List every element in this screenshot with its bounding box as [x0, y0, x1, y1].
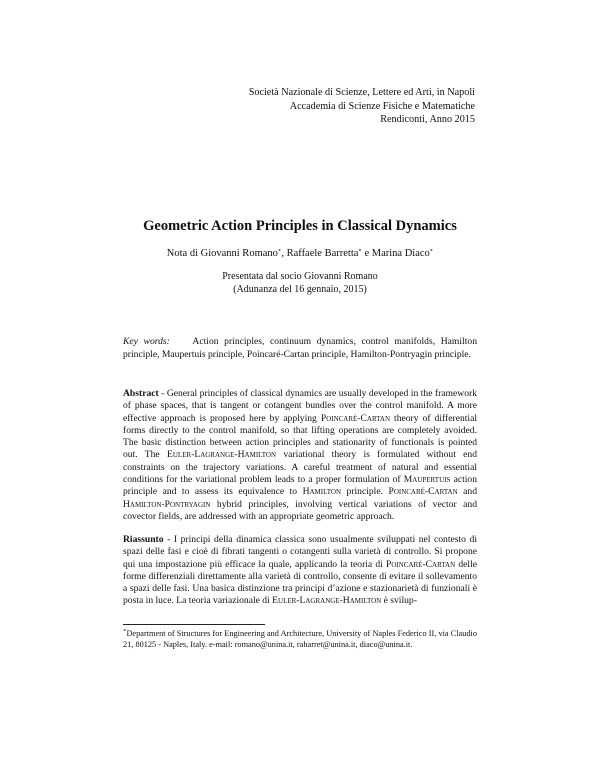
abstract: [123, 388, 477, 523]
riassunto-label: Riassunto: [123, 534, 164, 545]
authors-line: [0, 248, 600, 259]
header-academy: Accademia di Scienze Fisiche e Matematiche: [289, 100, 475, 112]
keywords: [123, 336, 477, 361]
abstract-name: Poincaré-Cartan: [320, 412, 391, 424]
abstract-text: variational theory is formulated without end constraints on the trajectory variations. A careful treatment of natural and essential conditions for the variational problem leads to a proper formulation of: [123, 449, 478, 486]
abstract-text: theory of differential forms directly to the control manifold, so that lifting operations are completely avoided. The basic distinction between action principles and stationarity of functionals is pointed out. The: [123, 412, 478, 461]
abstract-name: Poincaré-Cartan: [388, 486, 458, 498]
paper-title: Geometric Action Principles in Classical Dynamics: [143, 218, 457, 234]
keywords-text: Action principles, continuum dynamics, control manifolds, Hamilton principle, Maupertuis principle, Poincaré-Cartan principle, Hamilton-Pontryagin principle.: [123, 336, 477, 360]
abstract-name: Euler-Lagrange-Hamilton: [167, 449, 277, 461]
abstract-text: action principle and to assess its equivalence to: [123, 474, 478, 498]
abstract-name: Hamilton: [302, 486, 342, 498]
riassunto: [123, 534, 477, 608]
affiliation-mark: ∘: [429, 246, 434, 254]
footnote-rule: [123, 624, 265, 625]
presentation-note: [0, 270, 600, 296]
author-barretta: , Raffaele Barretta: [281, 248, 359, 259]
footnote: [123, 628, 477, 650]
affiliation-mark: ∘: [277, 246, 282, 254]
abstract-text: hybrid principles, involving vertical variations of vector and covector fields, are addressed with an appropriate geometric approach.: [123, 498, 477, 522]
author-romano: Nota di Giovanni Romano: [166, 248, 278, 259]
abstract-label: Abstract: [123, 388, 159, 399]
footnote-text: Department of Structures for Engineering and Architecture, University of Naples Federico II, via Claudio 21, 80125 - Naples, Italy. e-mail: romano@unina.it, raharret@unina.it, diaco@unina.it.: [123, 629, 477, 650]
riassunto-name: Poincaré-Cartan: [386, 558, 456, 570]
riassunto-text: - I principi della dinamica classica sono usualmente sviluppati nel contesto di spazi delle fasi e cioè di fibrati tangenti o cotangenti sulla varietà di controllo. Si propone qui una impostazione più efficace la quale, applicando la teoria di: [123, 534, 477, 570]
riassunto-name: Euler-Lagrange-Hamilton: [272, 595, 382, 607]
abstract-text: principle.: [341, 486, 389, 498]
riassunto-text: è svilup-: [381, 595, 417, 607]
abstract-text: and: [457, 486, 477, 498]
abstract-name: Maupertuis: [403, 474, 451, 486]
affiliation-mark: ∘: [358, 246, 362, 254]
footnote-mark: ∘: [123, 626, 127, 634]
header-proceedings: Rendiconti, Anno 2015: [380, 114, 475, 125]
author-diaco: e Marina Diaco: [361, 248, 430, 259]
keywords-label: Key words:: [123, 336, 170, 347]
journal-header: [249, 86, 475, 127]
meeting-date: (Adunanza del 16 gennaio, 2015): [233, 284, 367, 295]
header-society: Società Nazionale di Scienze, Lettere ed Arti, in Napoli: [248, 87, 475, 98]
abstract-text: - General principles of classical dynamics are usually developed in the framework of phase spaces, that is tangent or cotangent bundles over the control manifold. A more effective approach is proposed here by applying: [123, 388, 477, 424]
presented-by: Presentata dal socio Giovanni Romano: [222, 271, 378, 282]
riassunto-text: delle forme differenziali direttamente alla varietà di controllo, consente di evitare il sollevamento a spazi delle fasi. Una basica distinzione tra principi d’azione e stazionarietà di funzionali è posta in luce. La teoria variazionale di: [123, 558, 477, 607]
abstract-name: Hamilton-Pontryagin: [123, 498, 211, 510]
